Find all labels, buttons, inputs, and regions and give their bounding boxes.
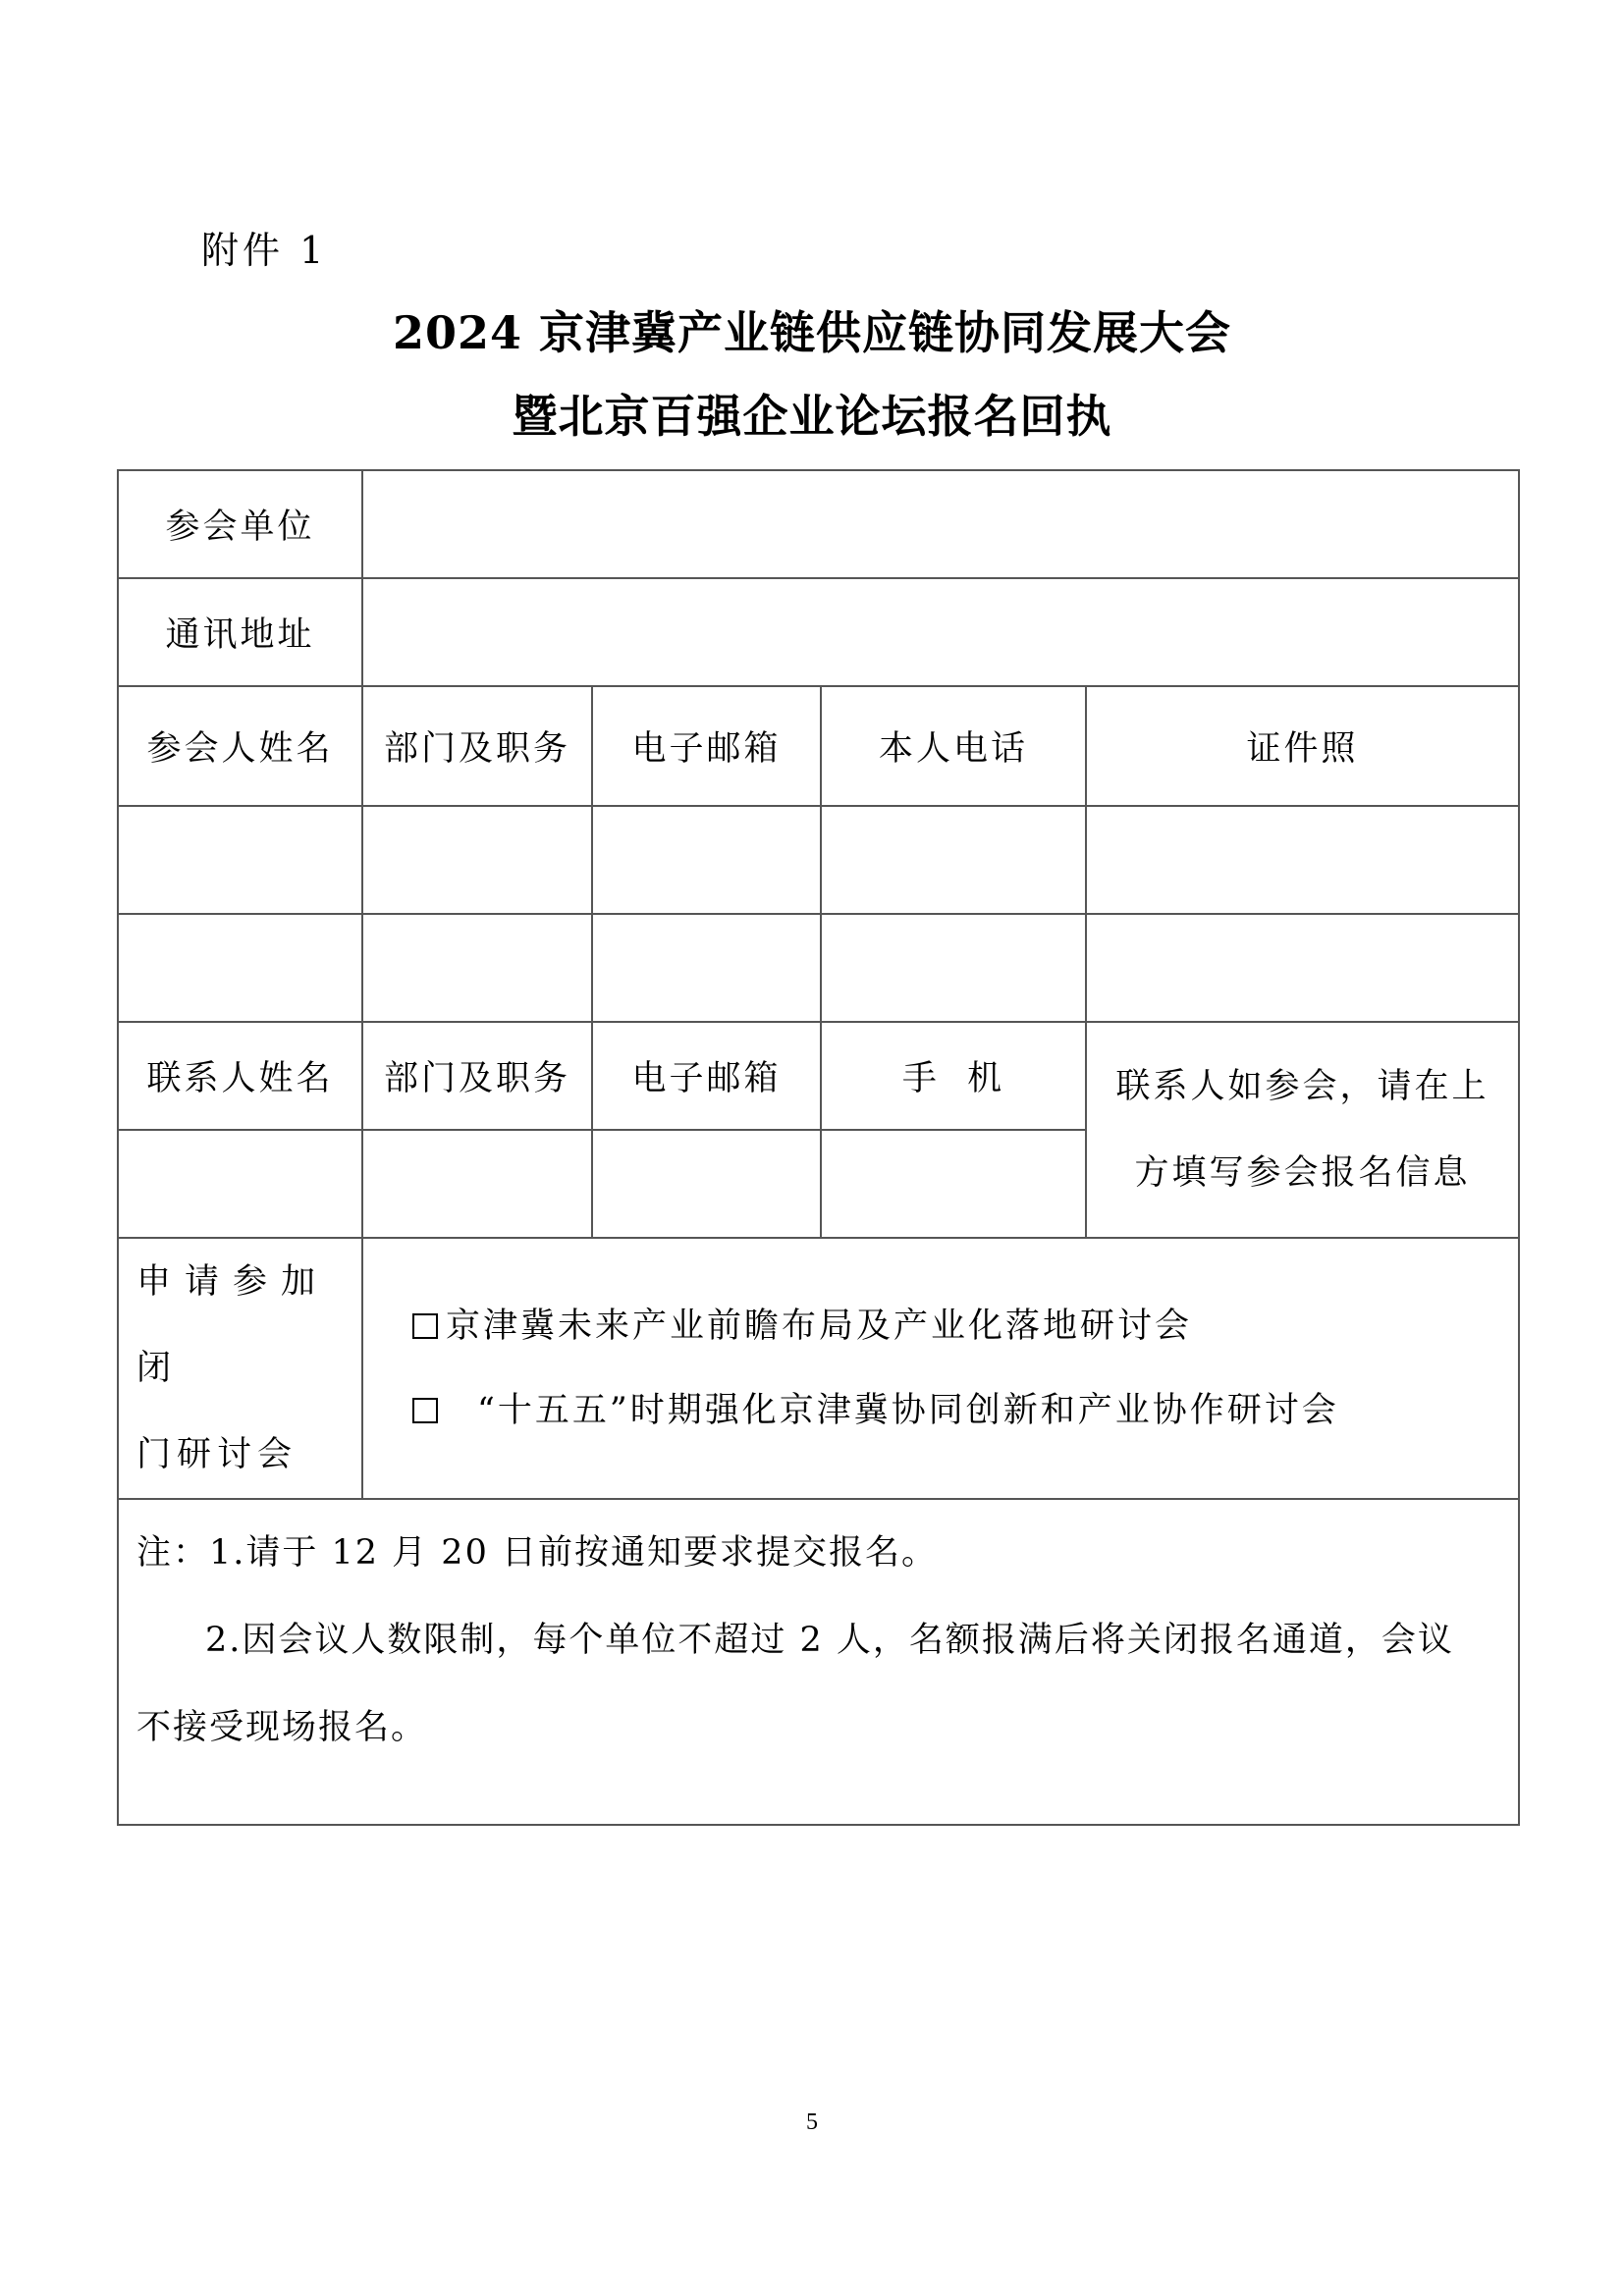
contact-header-row [118, 1022, 1519, 1130]
closed-session-options [362, 1238, 1519, 1499]
attendee-photo-cell[interactable] [1086, 806, 1519, 914]
checkbox-icon[interactable] [412, 1313, 438, 1339]
contact-email-header: 电子邮箱 [592, 1022, 821, 1130]
attendee-header-row [118, 686, 1519, 806]
attendee-phone-cell[interactable] [821, 806, 1086, 914]
notes-cell [118, 1499, 1519, 1825]
organization-input-cell[interactable] [362, 470, 1519, 578]
attendee-photo-cell[interactable] [1086, 914, 1519, 1022]
attendee-department-cell[interactable] [362, 914, 592, 1022]
registration-form [117, 469, 1518, 1758]
notes-row [118, 1499, 1519, 1825]
contact-department-header: 部门及职务 [362, 1022, 592, 1130]
contact-note-line-2: 方填写参会报名信息 [1134, 1153, 1471, 1193]
contact-mobile-header: 手 机 [821, 1022, 1086, 1130]
attendee-email-header: 电子邮箱 [592, 686, 821, 806]
checkbox-icon[interactable] [412, 1398, 438, 1423]
attendee-department-header: 部门及职务 [362, 686, 592, 806]
note-line-2: 2.因会议人数限制，每个单位不超过 2 人，名额报满后将关闭报名通道，会议 [205, 1621, 1454, 1660]
contact-department-cell[interactable] [362, 1130, 592, 1238]
attendee-phone-cell[interactable] [821, 914, 1086, 1022]
contact-note-line-1: 联系人如参会，请在上 [1115, 1067, 1489, 1106]
contact-note [1086, 1022, 1519, 1238]
attachment-label: 附件 1 [201, 229, 328, 272]
closed-session-row [118, 1238, 1519, 1499]
attendee-department-cell[interactable] [362, 806, 592, 914]
document-title-line-2: 暨北京百强企业论坛报名回执 [512, 390, 1112, 443]
closed-session-option-1[interactable] [412, 1284, 1518, 1368]
attendee-email-cell[interactable] [592, 806, 821, 914]
contact-name-cell[interactable] [118, 1130, 362, 1238]
contact-email-cell[interactable] [592, 1130, 821, 1238]
note-line-1: 注：1.请于 12 月 20 日前按通知要求提交报名。 [136, 1533, 938, 1573]
contact-name-header: 联系人姓名 [118, 1022, 362, 1130]
address-input-cell[interactable] [362, 578, 1519, 686]
attendee-email-cell[interactable] [592, 914, 821, 1022]
contact-mobile-cell[interactable] [821, 1130, 1086, 1238]
attendee-name-cell[interactable] [118, 914, 362, 1022]
closed-session-label-line-2: 门研讨会 [136, 1435, 298, 1474]
attendee-row [118, 914, 1519, 1022]
page-number: 5 [806, 2109, 818, 2135]
closed-session-option-2[interactable] [412, 1368, 1518, 1453]
attendee-name-cell[interactable] [118, 806, 362, 914]
address-label: 通讯地址 [118, 578, 362, 686]
note-line-3: 不接受现场报名。 [136, 1708, 428, 1747]
closed-session-option-2-label: “十五五”时期强化京津冀协同创新和产业协作研讨会 [477, 1391, 1339, 1430]
registration-table [117, 469, 1520, 1826]
attendee-phone-header: 本人电话 [821, 686, 1086, 806]
closed-session-option-1-label: 京津冀未来产业前瞻布局及产业化落地研讨会 [446, 1307, 1193, 1346]
attendee-name-header: 参会人姓名 [118, 686, 362, 806]
address-row [118, 578, 1519, 686]
organization-label: 参会单位 [118, 470, 362, 578]
document-title-line-1: 2024 京津冀产业链供应链协同发展大会 [392, 306, 1232, 359]
closed-session-label-line-1: 申请参加闭 [136, 1262, 330, 1388]
attendee-row [118, 806, 1519, 914]
organization-row [118, 470, 1519, 578]
attendee-photo-header: 证件照 [1086, 686, 1519, 806]
closed-session-label [118, 1238, 362, 1499]
